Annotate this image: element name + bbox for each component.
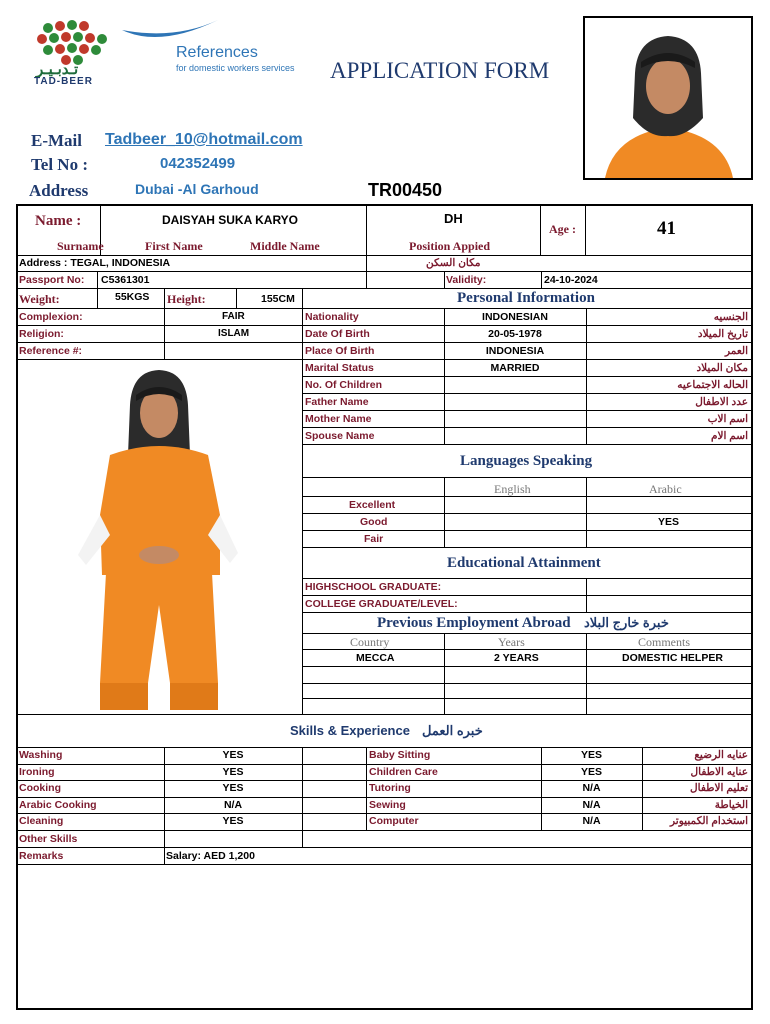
passport-label: Passport No:: [19, 274, 85, 286]
skill-right-label: Sewing: [369, 798, 406, 811]
position-code-value: DH: [444, 211, 463, 226]
skill-left-label: Arabic Cooking: [19, 798, 97, 811]
residence-arabic-label: مكان السكن: [426, 257, 481, 269]
religion-label: Religion:: [19, 328, 64, 340]
language-col-english: English: [494, 482, 531, 496]
skill-left-label: Cleaning: [19, 815, 64, 828]
skill-right-label: Computer: [369, 815, 419, 828]
other-skills-label: Other Skills: [19, 833, 78, 845]
position-label: Position Appied: [409, 239, 491, 253]
weight-label: Weight:: [19, 292, 60, 306]
personal-row-value: 20-05-1978: [488, 328, 542, 340]
skill-right-arabic-label: عنايه الرضيع: [694, 749, 748, 761]
remarks-value: Salary: AED 1,200: [166, 850, 255, 862]
skill-left-label: Ironing: [19, 765, 55, 778]
passport-photo: [583, 16, 753, 180]
personal-row-value: INDONESIA: [485, 345, 545, 357]
name-label: Name :: [35, 213, 82, 229]
employment-years-0: 2 YEARS: [494, 652, 539, 664]
skill-left-value: YES: [222, 815, 244, 828]
skill-right-arabic-label: عنايه الاطفال: [690, 765, 748, 778]
language-level-excellent: Excellent: [349, 499, 396, 511]
height-value: 155CM: [261, 293, 295, 305]
personal-row-label: Date Of Birth: [305, 328, 370, 340]
tadbeer-logo-arabic: تـدبـيـر: [36, 61, 79, 78]
personal-row-label: Spouse Name: [305, 430, 375, 442]
skill-right-arabic-label: استخدام الكمبيوتر: [670, 815, 748, 828]
education-college-label: COLLEGE GRADUATE/LEVEL:: [305, 598, 458, 610]
personal-row-label: No. Of Children: [305, 379, 382, 391]
skills-title: Skills & Experience: [290, 723, 410, 738]
form-title: APPLICATION FORM: [330, 58, 550, 83]
personal-row-label: Place Of Birth: [305, 345, 375, 357]
references-logo: [120, 18, 310, 78]
height-label: Height:: [167, 292, 206, 306]
skill-left-label: Cooking: [19, 782, 61, 795]
languages-title: Languages Speaking: [460, 453, 593, 469]
personal-row-arabic-label: عدد الاطفال: [695, 396, 748, 408]
employment-country-0: MECCA: [356, 652, 395, 664]
education-title: Educational Attainment: [447, 555, 601, 571]
language-col-arabic: Arabic: [649, 482, 682, 496]
skill-right-value: YES: [580, 749, 602, 761]
email-value[interactable]: Tadbeer_10@hotmail.com: [105, 131, 303, 148]
personal-row-label: Father Name: [305, 396, 369, 408]
reference-number-label: Reference #:: [19, 345, 83, 357]
education-highschool-label: HIGHSCHOOL GRADUATE:: [305, 581, 442, 593]
surname-label: Surname: [57, 239, 104, 253]
references-title: References: [176, 44, 258, 61]
language-level-fair: Fair: [364, 533, 384, 545]
skill-left-value: N/A: [223, 798, 243, 811]
remarks-label: Remarks: [19, 850, 64, 862]
employment-col-country: Country: [350, 635, 390, 649]
age-label: Age :: [549, 222, 576, 236]
personal-row-arabic-label: العمر: [724, 345, 748, 357]
passport-value: C5361301: [101, 274, 150, 286]
personal-row-arabic-label: مكان الميلاد: [696, 362, 748, 374]
weight-value: 55KGS: [115, 291, 150, 303]
personal-row-value: MARRIED: [490, 362, 540, 374]
skill-right-value: N/A: [582, 815, 601, 828]
skill-left-label: Washing: [19, 749, 63, 761]
personal-row-arabic-label: الحاله الاجتماعيه: [677, 379, 748, 391]
skill-right-label: Baby Sitting: [369, 749, 431, 761]
skill-right-value: YES: [580, 765, 602, 778]
address-label: Address: [29, 181, 89, 200]
language-arabic-good: YES: [658, 516, 680, 528]
tadbeer-logo: [28, 18, 124, 88]
skill-right-arabic-label: الخياطة: [714, 798, 748, 811]
email-label: E-Mail: [31, 131, 82, 150]
validity-label: Validity:: [446, 274, 487, 286]
tadbeer-logo-english: TAD-BEER: [34, 76, 93, 87]
skill-left-value: YES: [222, 782, 244, 795]
full-name-value: DAISYAH SUKA KARYO: [162, 213, 299, 227]
employment-comments-0: DOMESTIC HELPER: [622, 652, 723, 664]
personal-info-title: Personal Information: [457, 290, 595, 306]
address-value: Dubai -Al Garhoud: [135, 181, 259, 197]
personal-row-arabic-label: اسم الاب: [707, 413, 748, 425]
employment-col-years: Years: [498, 635, 525, 649]
skill-right-arabic-label: تعليم الاطفال: [690, 782, 748, 795]
language-level-good: Good: [360, 516, 388, 528]
references-subtitle: for domestic workers services: [176, 63, 295, 73]
personal-row-label: Marital Status: [305, 362, 374, 374]
first-name-label: First Name: [145, 239, 203, 253]
personal-row-arabic-label: اسم الام: [710, 430, 748, 442]
address-line: Address : TEGAL, INDONESIA: [19, 257, 171, 269]
reference-code: TR00450: [368, 180, 443, 200]
employment-title: Previous Employment Abroad: [377, 615, 571, 631]
skills-title-arabic: خبره العمل: [422, 723, 483, 738]
skill-right-label: Tutoring: [369, 782, 411, 795]
middle-name-label: Middle Name: [250, 239, 320, 253]
religion-value: ISLAM: [218, 328, 250, 339]
employment-title-arabic: خبرة خارج البلاد: [584, 615, 669, 630]
personal-row-label: Nationality: [305, 311, 359, 323]
complexion-value: FAIR: [222, 311, 245, 322]
personal-row-arabic-label: تاريخ الميلاد: [697, 328, 748, 340]
tel-label: Tel No :: [31, 155, 88, 174]
validity-value: 24-10-2024: [544, 274, 598, 286]
personal-row-arabic-label: الجنسيه: [713, 311, 748, 323]
employment-col-comments: Comments: [638, 635, 691, 649]
skill-right-value: N/A: [582, 782, 601, 795]
skill-left-value: YES: [222, 749, 244, 761]
skill-left-value: YES: [222, 765, 244, 778]
tel-value: 042352499: [160, 155, 236, 172]
full-body-photo: [70, 365, 240, 713]
skill-right-value: N/A: [582, 798, 601, 811]
complexion-label: Complexion:: [19, 311, 83, 323]
skill-right-label: Children Care: [369, 765, 438, 778]
personal-row-value: INDONESIAN: [482, 311, 548, 323]
age-value: 41: [657, 218, 676, 239]
personal-row-label: Mother Name: [305, 413, 372, 425]
